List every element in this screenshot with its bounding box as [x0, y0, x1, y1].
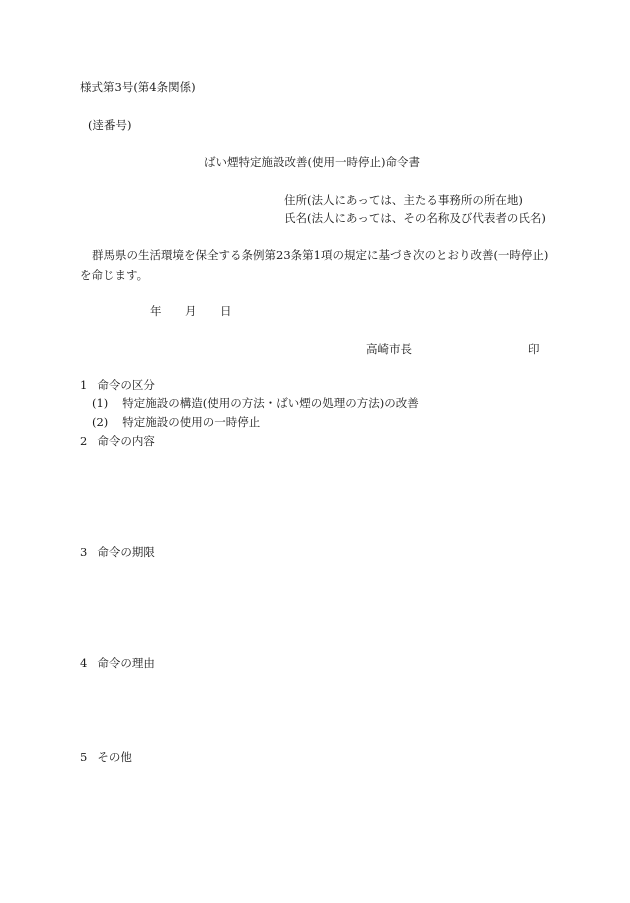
- section-title: 命令の期限: [97, 545, 155, 559]
- item-text: 特定施設の使用の一時停止: [122, 415, 261, 429]
- recipient-name: 氏名(法人にあっては、その名称及び代表者の氏名): [284, 211, 546, 225]
- document-title: ばい煙特定施設改善(使用一時停止)命令書: [204, 155, 420, 169]
- section-title: 命令の区分: [97, 378, 155, 392]
- section-number: 2: [80, 434, 88, 448]
- section-title: 命令の内容: [97, 434, 155, 448]
- form-reference: 様式第3号(第4条関係): [80, 80, 196, 94]
- section-number: 5: [80, 750, 88, 764]
- recipient-address: 住所(法人にあっては、主たる事務所の所在地): [284, 193, 523, 207]
- section-1-heading: [80, 380, 155, 392]
- item-number: (1): [92, 396, 109, 410]
- order-body-content: 群馬県の生活環境を保全する条例第23条第1項の規定に基づき次のとおり改善(一時停止)を命じます。: [80, 248, 549, 282]
- section-5-heading: [80, 752, 132, 764]
- document-number: (逹番号): [88, 118, 132, 132]
- section-1-item-1: [92, 398, 419, 410]
- section-title: その他: [97, 750, 132, 764]
- date-month: 月: [185, 304, 197, 318]
- section-number: 3: [80, 545, 88, 559]
- section-title: 命令の理由: [97, 656, 155, 670]
- issuer-name: 高崎市長: [366, 342, 412, 356]
- issuer-seal: 印: [528, 342, 540, 356]
- date-year: 年: [150, 304, 162, 318]
- section-number: 1: [80, 378, 88, 392]
- section-4-heading: [80, 658, 155, 670]
- order-body-text: [80, 245, 552, 285]
- item-text: 特定施設の構造(使用の方法・ばい煙の処理の方法)の改善: [122, 396, 419, 410]
- section-3-heading: [80, 547, 155, 559]
- date-day: 日: [220, 304, 232, 318]
- section-number: 4: [80, 656, 88, 670]
- section-2-heading: [80, 436, 155, 448]
- item-number: (2): [92, 415, 109, 429]
- section-1-item-2: [92, 417, 260, 429]
